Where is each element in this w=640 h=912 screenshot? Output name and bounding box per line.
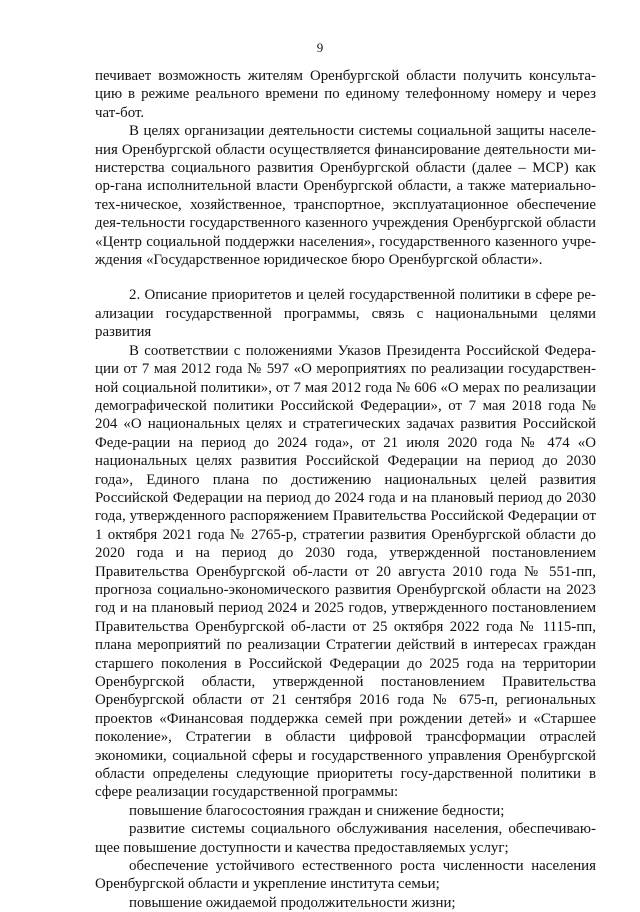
priority-item: повышение ожидаемой продолжительности жизни; [129,894,456,911]
priority-item: развитие системы социального обслуживания населения, обеспечиваю-щее повышение доступности и качества предоставляемых услуг; [95,821,596,856]
document-body [95,67,596,912]
priority-item: обеспечение устойчивого естественного роста численности населения Оренбургской области и укрепление института семьи; [95,858,596,893]
priority-item: повышение благосостояния граждан и снижение бедности; [129,802,505,819]
paragraph-priorities-basis: В соответствии с положениями Указов Президента Российской Федера-ции от 7 мая 2012 года № 597 «О мероприятиях по реализации государствен-ной социальной политики», от 7 мая 2012 года № 606 «О мерах по реализации демографической политики Российской Федерации», от 7 мая 2018 года № 204 «О национальных целях и стратегических задачах развития Российской Феде-рации на период до 2024 года», от 21 июля 2020 года № 474 «О национальных целях развития Российской Федерации на период до 2030 года», Единого плана по достижению национальных целей развития Российской Федерации на период до 2024 года и на плановый период до 2030 года, утвержденного распоряжением Правительства Российской Федерации от 1 октября 2021 года № 2765-р, стратегии развития Оренбургской области до 2020 года и на период до 2030 года, утвержденной постановлением Правительства Оренбургской об-ласти от 20 августа 2010 года № 551-пп, прогноза социально-экономического развития Оренбургской области на 2023 год и на плановый период 2024 и 2025 годов, утвержденного постановлением Правительства Оренбургской об-ласти от 25 октября 2022 года № 1115-пп, плана мероприятий по реализации Стратегии действий в интересах граждан старшего поколения в Российской Федерации до 2025 года на территории Оренбургской области, утвержденной постановлением Правительства Оренбургской области от 21 сентября 2016 года № 675-п, региональных проектов «Финансовая поддержка семей при рождении детей» и «Старшее поколение», Стратегии в области цифровой трансформации отраслей экономики, социальной сферы и государственного управления Оренбургской области определены следующие приоритеты госу-дарственной политики в сфере реализации государственной программы: [95,342,596,801]
section-heading: 2. Описание приоритетов и целей государственной политики в сфере ре-ализации государственной программы, связь с национальными целями развития [95,287,596,341]
page-number: 9 [316,40,324,55]
paragraph-funding: В целях организации деятельности системы социальной защиты населе-ния Оренбургской области осуществляется финансирование деятельности ми-нистерства социального развития Оренбургской области (далее – МСР) как ор-гана исполнительной власти Оренбургской области, а также материально-тех-ническое, хозяйственное, транспортное, эксплуатационное обеспечение дея-тельности государственного казенного учреждения Оренбургской области «Центр социальной поддержки населения», государственного казенного учре-ждения «Государственное юридическое бюро Оренбургской области». [95,123,596,269]
paragraph-continuation: печивает возможность жителям Оренбургской области получить консульта-цию в режиме реального времени по единому телефонному номеру и через чат-бот. [95,68,596,121]
